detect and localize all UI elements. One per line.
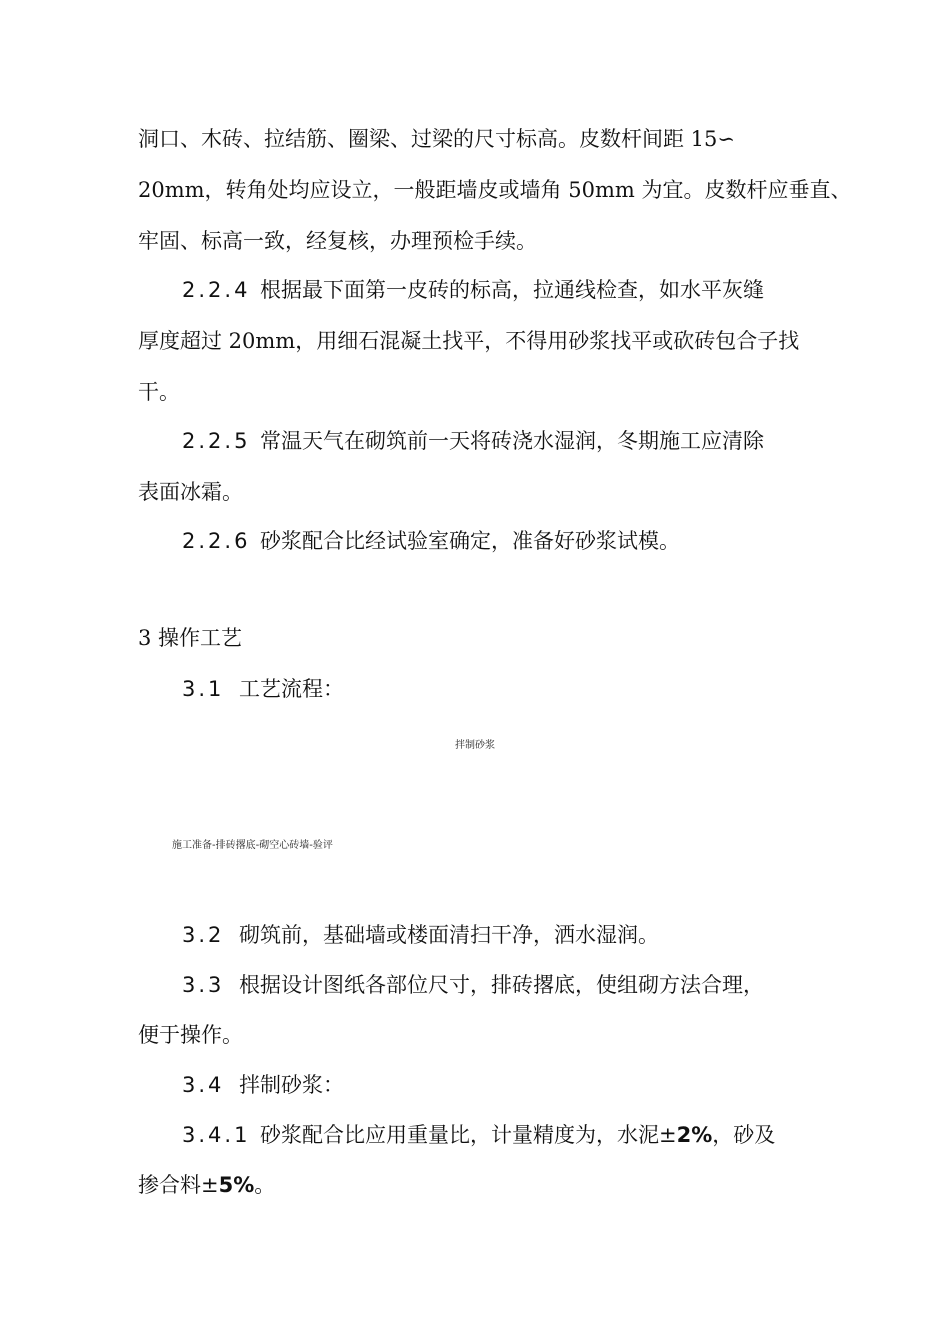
clause-2-2-5 <box>182 426 764 456</box>
clause-text: 根据设计图纸各部位尺寸，排砖撂底，使组砌方法合理， <box>239 973 764 997</box>
clause-text: 砌筑前，基础墙或楼面清扫干净，洒水湿润。 <box>239 923 659 947</box>
clause-text: ，砂及 <box>712 1123 776 1147</box>
clause-number: 3.2 <box>182 923 225 947</box>
paragraph-line: 洞口、木砖、拉结筋、圈梁、过梁的尺寸标高。皮数杆间距 15∽ <box>138 127 735 151</box>
clause-text: 。 <box>254 1173 276 1197</box>
clause-number: 3.1 <box>182 677 225 701</box>
section-heading: 3 操作工艺 <box>138 626 243 650</box>
paragraph-line: 厚度超过 20mm，用细石混凝土找平，不得用砂浆找平或砍砖包合子找 <box>138 329 800 353</box>
clause-2-2-4 <box>182 275 764 305</box>
clause-number: 2.2.6 <box>182 529 251 553</box>
clause-number: 3.4 <box>182 1073 225 1097</box>
clause-3-4 <box>182 1070 344 1100</box>
clause-text: 常温天气在砌筑前一天将砖浇水湿润，冬期施工应清除 <box>260 429 764 453</box>
flow-process-chain: 施工准备-排砖撂底-砌空心砖墙-验评 <box>172 840 333 851</box>
clause-text: 工艺流程： <box>239 677 344 701</box>
clause-number: 3.4.1 <box>182 1123 251 1147</box>
clause-number: 2.2.4 <box>182 278 251 302</box>
clause-3-4-1 <box>182 1120 775 1150</box>
clause-text: 拌制砂浆： <box>239 1073 344 1097</box>
paragraph-line: 便于操作。 <box>138 1023 243 1047</box>
paragraph-line <box>138 1170 275 1200</box>
tolerance-value: 5% <box>218 1173 255 1197</box>
clause-3-2 <box>182 920 659 950</box>
clause-text: 砂浆配合比经试验室确定，准备好砂浆试模。 <box>260 529 680 553</box>
paragraph-line: 牢固、标高一致，经复核，办理预检手续。 <box>138 229 537 253</box>
clause-text: 掺合料± <box>138 1173 219 1197</box>
clause-text: 砂浆配合比应用重量比，计量精度为，水泥± <box>260 1123 677 1147</box>
tolerance-value: 2% <box>676 1123 713 1147</box>
clause-3-3 <box>182 970 764 1000</box>
clause-number: 2.2.5 <box>182 429 251 453</box>
paragraph-line: 20mm，转角处均应设立，一般距墙皮或墙角 50mm 为宜。皮数杆应垂直、 <box>138 178 852 202</box>
clause-text: 根据最下面第一皮砖的标高，拉通线检查，如水平灰缝 <box>260 278 764 302</box>
paragraph-line: 干。 <box>138 380 180 404</box>
paragraph-line: 表面冰霜。 <box>138 480 243 504</box>
clause-2-2-6 <box>182 526 680 556</box>
clause-3-1 <box>182 674 344 704</box>
clause-number: 3.3 <box>182 973 225 997</box>
flow-label-mix-mortar: 拌制砂浆 <box>455 740 495 751</box>
